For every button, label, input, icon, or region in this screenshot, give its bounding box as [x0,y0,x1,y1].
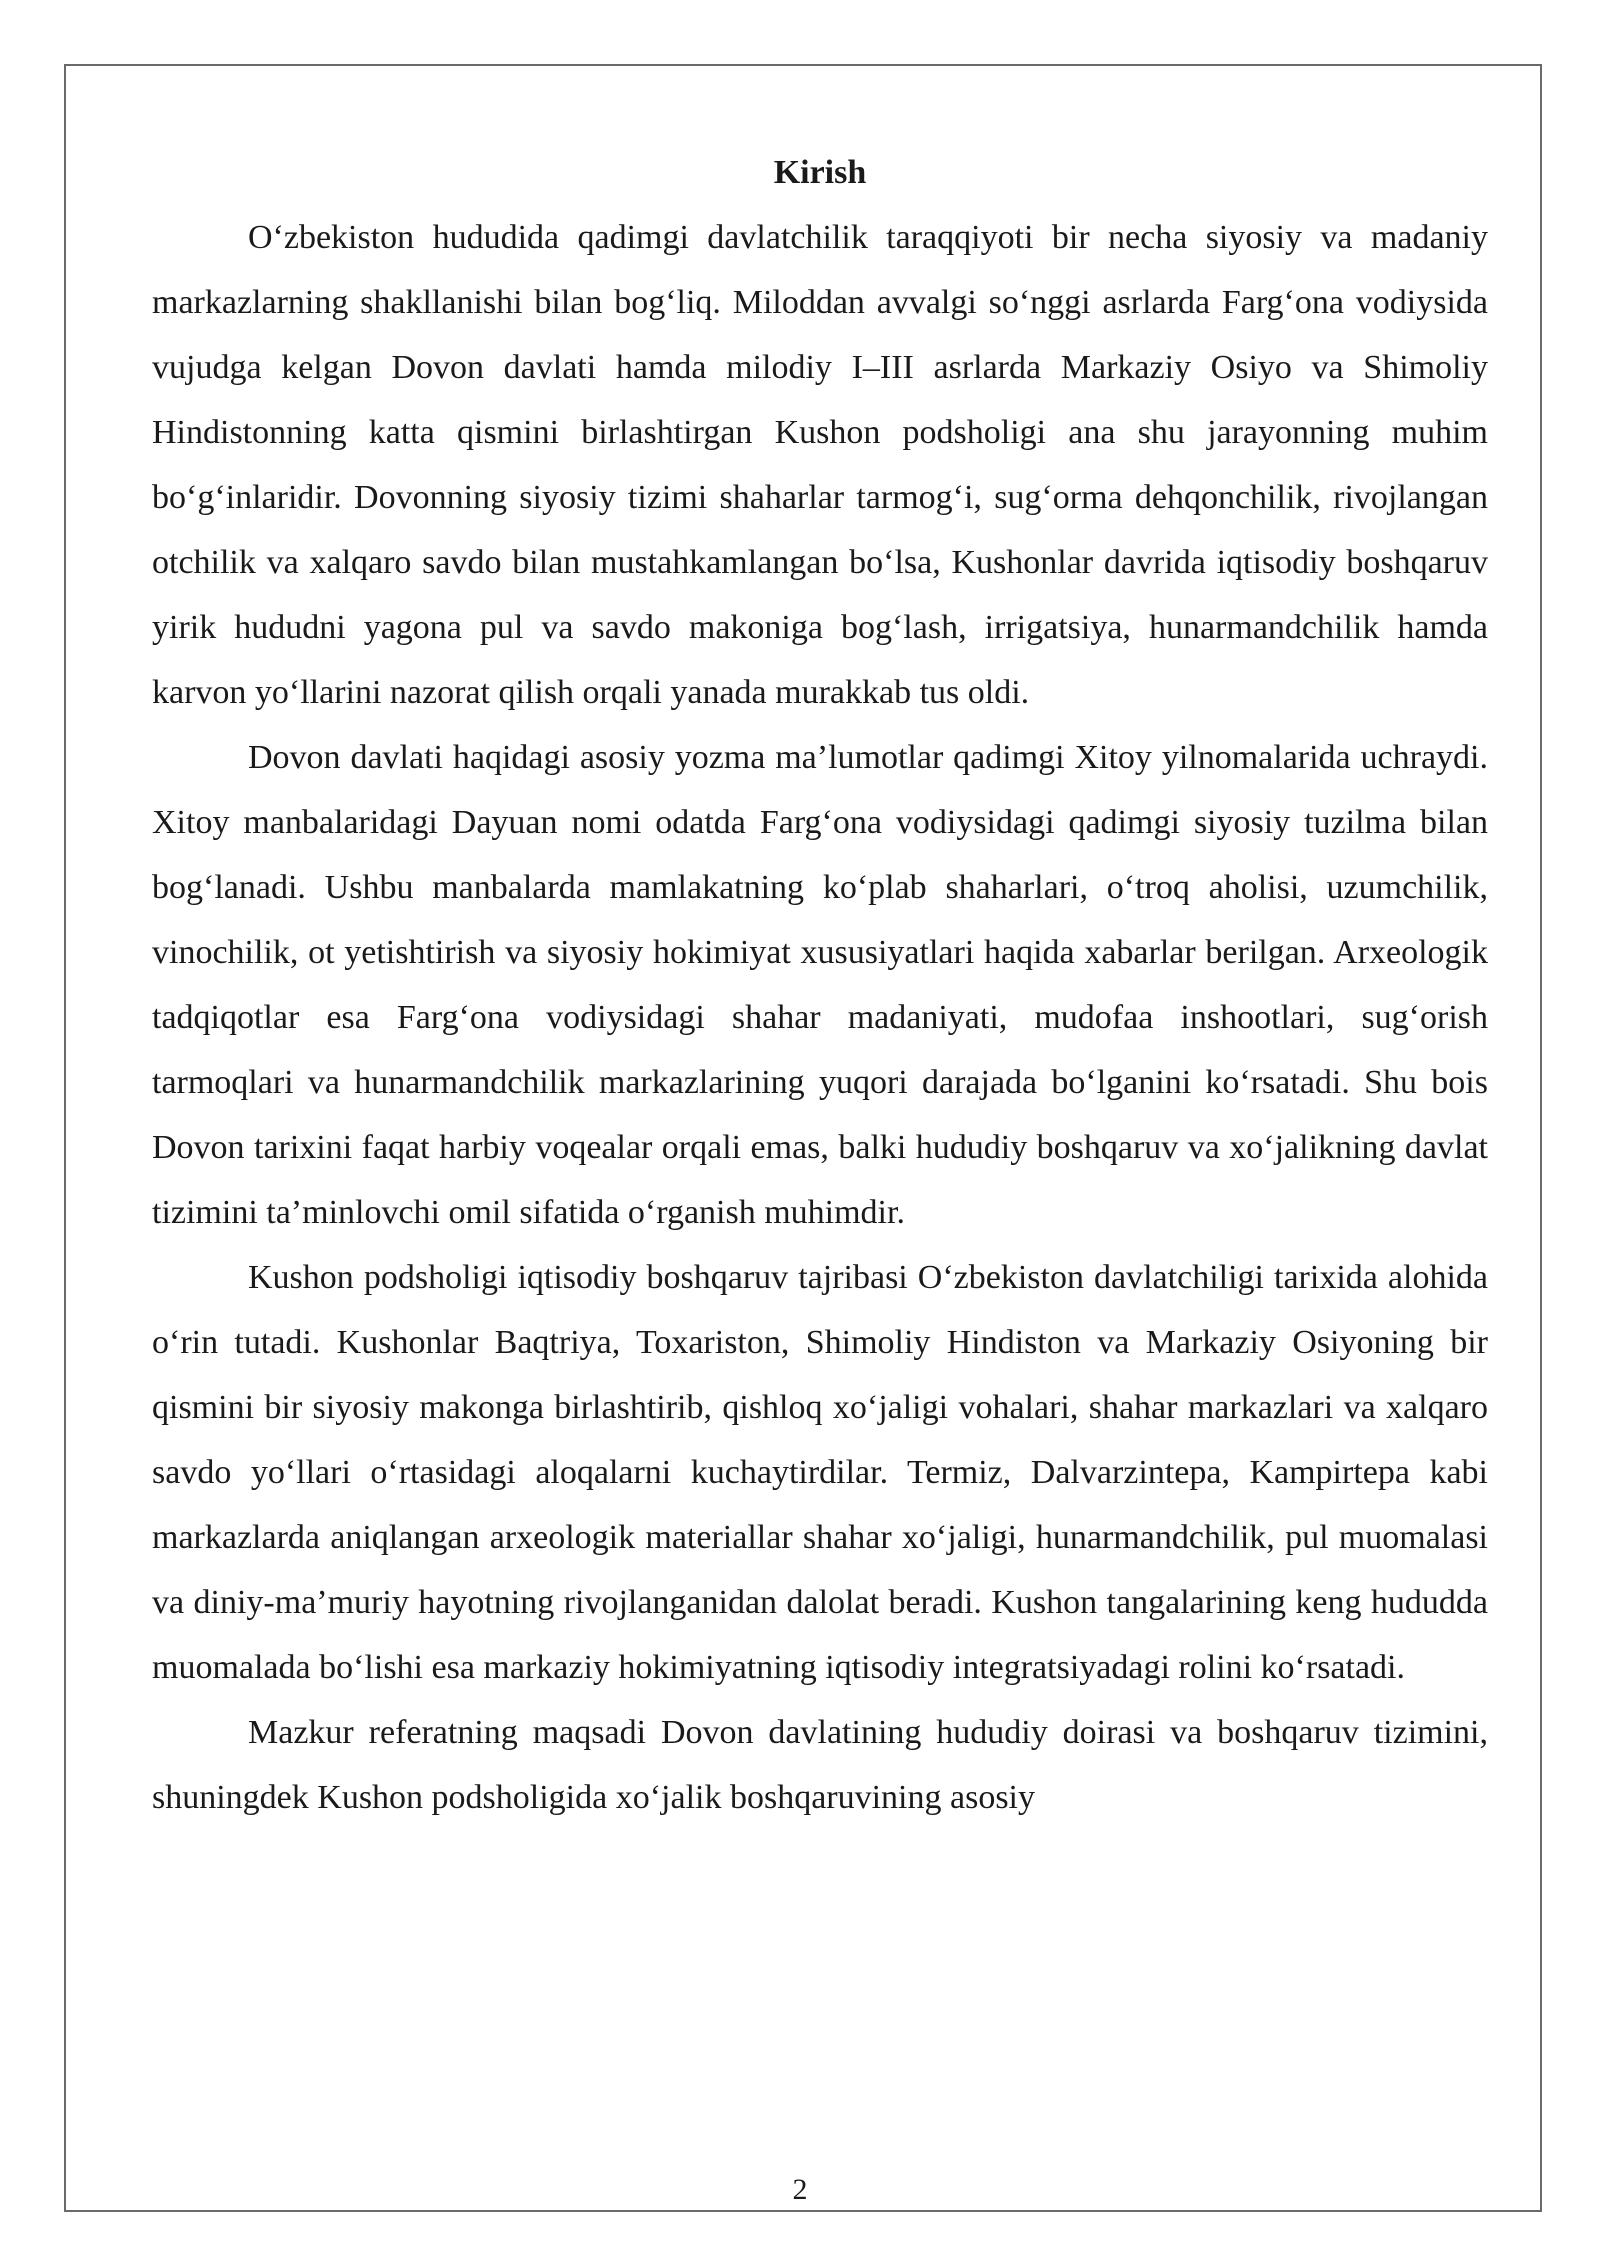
paragraph-4: Mazkur referatning maqsadi Dovon davlatining hududiy doirasi va boshqaruv tizimini, shuningdek Kushon podsholigida xo‘jalik boshqaruvining asosiy [152,1714,1488,1816]
document-body [152,140,1488,1830]
paragraph-3: Kushon podsholigi iqtisodiy boshqaruv tajribasi O‘zbekiston davlatchiligi tarixida alohida o‘rin tutadi. Kushonlar Baqtriya, Toxariston, Shimoliy Hindiston va Markaziy Osiyoning bir qismini bir siyosiy makonga birlashtirib, qishloq xo‘jaligi vohalari, shahar markazlari va xalqaro savdo yo‘llari o‘rtasidagi aloqalarni kuchaytirdilar. Termiz, Dalvarzintepa, Kampirtepa kabi markazlarda aniqlangan arxeologik materiallar shahar xo‘jaligi, hunarmandchilik, pul muomalasi va diniy-ma’muriy hayotning rivojlanganidan dalolat beradi. Kushon tangalarining keng hududda muomalada bo‘lishi esa markaziy hokimiyatning iqtisodiy integratsiyadagi rolini ko‘rsatadi. [152,1259,1488,1686]
page-number: 2 [792,2173,808,2206]
paragraph-1: O‘zbekiston hududida qadimgi davlatchilik taraqqiyoti bir necha siyosiy va madaniy markazlarning shakllanishi bilan bog‘liq. Miloddan avvalgi so‘nggi asrlarda Farg‘ona vodiysida vujudga kelgan Dovon davlati hamda milodiy I–III asrlarda Markaziy Osiyo va Shimoliy Hindistonning katta qismini birlashtirgan Kushon podsholigi ana shu jarayonning muhim bo‘g‘inlaridir. Dovonning siyosiy tizimi shaharlar tarmog‘i, sug‘orma dehqonchilik, rivojlangan otchilik va xalqaro savdo bilan mustahkamlangan bo‘lsa, Kushonlar davrida iqtisodiy boshqaruv yirik hududni yagona pul va savdo makoniga bog‘lash, irrigatsiya, hunarmandchilik hamda karvon yo‘llarini nazorat qilish orqali yanada murakkab tus oldi. [152,219,1488,711]
paragraph-2: Dovon davlati haqidagi asosiy yozma ma’lumotlar qadimgi Xitoy yilnomalarida uchraydi. Xitoy manbalaridagi Dayuan nomi odatda Farg‘ona vodiysidagi qadimgi siyosiy tuzilma bilan bog‘lanadi. Ushbu manbalarda mamlakatning ko‘plab shaharlari, o‘troq aholisi, uzumchilik, vinochilik, ot yetishtirish va siyosiy hokimiyat xususiyatlari haqida xabarlar berilgan. Arxeologik tadqiqotlar esa Farg‘ona vodiysidagi shahar madaniyati, mudofaa inshootlari, sug‘orish tarmoqlari va hunarmandchilik markazlarining yuqori darajada bo‘lganini ko‘rsatadi. Shu bois Dovon tarixini faqat harbiy voqealar orqali emas, balki hududiy boshqaruv va xo‘jalikning davlat tizimini ta’minlovchi omil sifatida o‘rganish muhimdir. [152,739,1488,1231]
section-heading: Kirish [773,154,867,191]
